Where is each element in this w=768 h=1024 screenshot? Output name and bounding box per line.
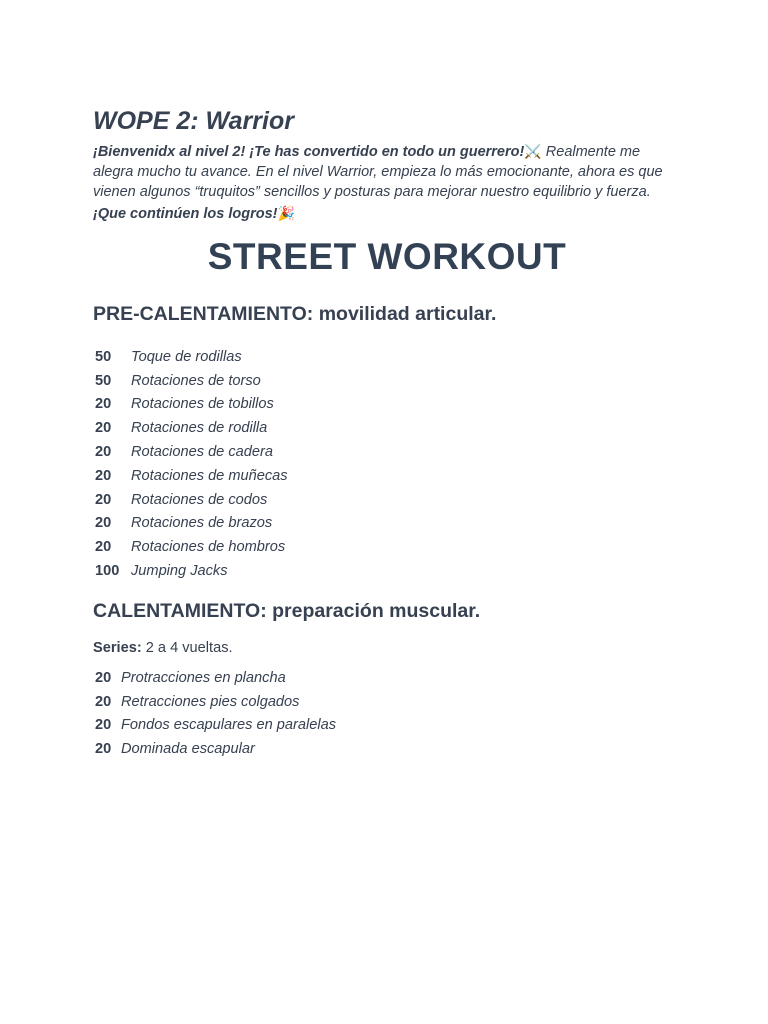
exercise-name: Protracciones en plancha <box>121 669 286 686</box>
intro-body: Realmente me alegra mucho tu avance. En el nivel Warrior, empieza lo más emocionante, ahora es que vienen algunos “truquitos” sencillos y posturas para mejorar nuestro equilibrio y fuerza. <box>93 144 663 201</box>
warmup-exercise-list <box>93 667 336 762</box>
exercise-row <box>93 512 288 536</box>
exercise-row <box>93 346 288 370</box>
exercise-row <box>93 560 288 584</box>
intro-paragraph <box>93 141 683 224</box>
warmup-heading <box>93 598 683 624</box>
exercise-reps: 20 <box>95 515 112 532</box>
exercise-name: Toque de rodillas <box>131 348 242 365</box>
exercise-row <box>93 441 288 465</box>
exercise-name: Rotaciones de hombros <box>131 539 286 556</box>
pre-warmup-exercise-rows <box>93 346 288 584</box>
exercise-name: Retracciones pies colgados <box>121 693 300 710</box>
series-line <box>93 638 683 658</box>
exercise-row <box>93 370 288 394</box>
exercise-row <box>93 465 288 489</box>
series-value: 2 a 4 vueltas. <box>141 639 233 656</box>
exercise-row <box>93 667 336 691</box>
exercise-reps: 50 <box>95 372 112 389</box>
exercise-name: Rotaciones de brazos <box>131 515 273 532</box>
exercise-reps: 20 <box>95 396 112 413</box>
exercise-row <box>93 417 288 441</box>
exercise-reps: 20 <box>95 669 112 686</box>
exercise-name: Rotaciones de tobillos <box>131 396 274 413</box>
exercise-name: Jumping Jacks <box>131 562 228 579</box>
exercise-reps: 20 <box>95 741 112 758</box>
exercise-name: Rotaciones de muñecas <box>131 467 288 484</box>
pre-warmup-exercise-list <box>93 346 288 584</box>
exercise-name: Rotaciones de cadera <box>131 444 273 460</box>
exercise-name: Dominada escapular <box>121 741 255 758</box>
crossed-swords-icon: ⚔️ <box>524 143 542 159</box>
exercise-reps: 20 <box>95 693 112 710</box>
pre-warmup-heading <box>93 301 683 327</box>
exercise-row <box>93 691 336 715</box>
exercise-name: Rotaciones de torso <box>131 372 261 389</box>
document-content <box>93 104 683 762</box>
exercise-row <box>93 393 288 417</box>
exercise-name: Fondos escapulares en paralelas <box>121 717 336 734</box>
exercise-reps: 50 <box>95 348 112 365</box>
intro-bold-lead: ¡Bienvenidx al nivel 2! ¡Te has convertido en todo un guerrero! <box>93 144 525 160</box>
exercise-row <box>93 738 336 762</box>
main-heading: STREET WORKOUT <box>207 235 567 277</box>
intro-bold-closing: ¡Que continúen los logros! <box>93 205 278 222</box>
exercise-name: Rotaciones de codos <box>131 491 268 508</box>
series-label: Series: <box>93 639 142 656</box>
exercise-row <box>93 536 288 560</box>
warmup-heading-label: CALENTAMIENTO: <box>93 599 267 622</box>
exercise-name: Rotaciones de rodilla <box>131 420 268 437</box>
exercise-reps: 20 <box>95 539 112 556</box>
exercise-reps: 100 <box>95 562 120 579</box>
warmup-exercise-rows <box>93 667 336 762</box>
document-title: WOPE 2: Warrior <box>93 107 294 135</box>
pre-warmup-heading-label: PRE-CALENTAMIENTO: <box>93 302 314 325</box>
exercise-reps: 20 <box>95 491 112 508</box>
party-popper-icon: 🎉 <box>277 204 295 221</box>
exercise-reps: 20 <box>95 444 112 460</box>
exercise-reps: 20 <box>95 717 112 734</box>
exercise-row <box>93 489 288 513</box>
warmup-heading-desc: preparación muscular. <box>266 599 481 622</box>
exercise-reps: 20 <box>95 420 112 437</box>
exercise-reps: 20 <box>95 467 112 484</box>
exercise-row <box>93 714 336 738</box>
pre-warmup-heading-desc: movilidad articular. <box>313 302 497 325</box>
